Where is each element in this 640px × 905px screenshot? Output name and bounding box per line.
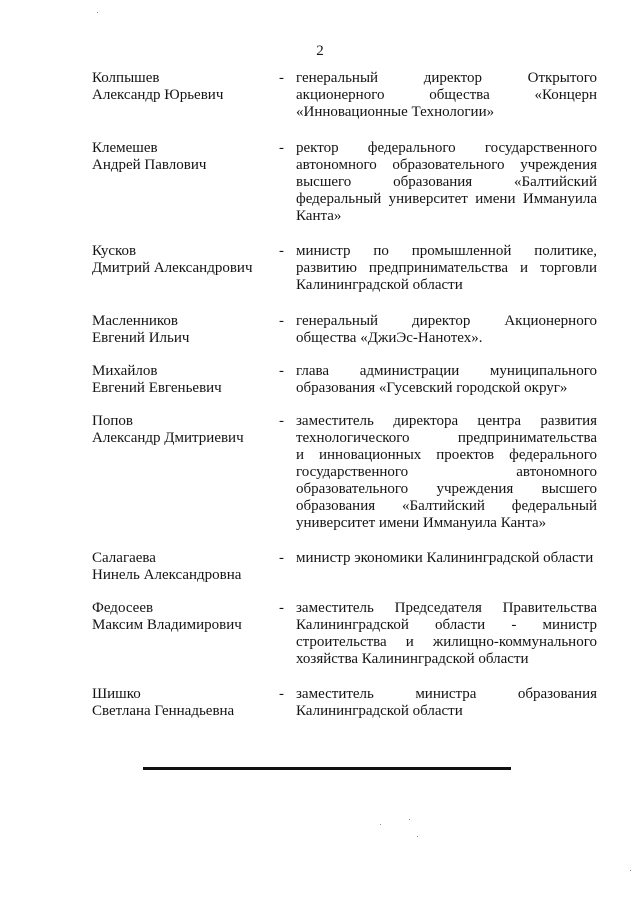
position-description — [296, 363, 597, 397]
separator-dash: - — [279, 140, 284, 156]
person-name — [92, 550, 272, 584]
position-line: Канта» — [296, 208, 342, 224]
surname: Шишко — [92, 686, 141, 702]
given-names: Евгений Евгеньевич — [92, 380, 222, 396]
scan-speck — [97, 12, 98, 13]
position-line: генеральный директор Открытого — [296, 70, 597, 86]
person-name — [92, 313, 272, 347]
position-line: Калининградской области — [296, 703, 463, 719]
scan-speck — [409, 819, 410, 820]
person-name — [92, 363, 272, 397]
position-line: образования «Гусевский городской округ» — [296, 380, 568, 396]
separator-dash: - — [279, 70, 284, 86]
position-description — [296, 686, 597, 720]
position-line: генеральный директор Акционерного — [296, 313, 597, 329]
position-line: государственного автономного — [296, 464, 597, 480]
position-line: автономного образовательного учреждения — [296, 157, 597, 173]
position-line: Калининградской области - министр — [296, 617, 597, 633]
person-name — [92, 686, 272, 720]
position-line: и инновационных проектов федерального — [296, 447, 597, 463]
given-names: Максим Владимирович — [92, 617, 242, 633]
person-name — [92, 600, 272, 634]
position-line: Калининградской области — [296, 277, 463, 293]
position-line: образовательного учреждения высшего — [296, 481, 597, 497]
position-line: университет имени Иммануила Канта» — [296, 515, 547, 531]
given-names: Светлана Геннадьевна — [92, 703, 235, 719]
given-names: Александр Юрьевич — [92, 87, 224, 103]
position-line: заместитель Председателя Правительства — [296, 600, 597, 616]
separator-dash: - — [279, 313, 284, 329]
position-line: хозяйства Калининградской области — [296, 651, 529, 667]
given-names: Евгений Ильич — [92, 330, 190, 346]
page-number: 2 — [316, 43, 324, 59]
person-name — [92, 70, 272, 104]
position-line: высшего образования «Балтийский — [296, 174, 597, 190]
scan-speck — [630, 870, 631, 871]
surname: Салагаева — [92, 550, 156, 566]
position-description — [296, 70, 597, 121]
separator-dash: - — [279, 243, 284, 259]
position-description — [296, 140, 597, 225]
position-line: строительства и жилищно-коммунального — [296, 634, 597, 650]
person-name — [92, 140, 272, 174]
surname: Попов — [92, 413, 133, 429]
position-line: технологического предпринимательства — [296, 430, 597, 446]
separator-dash: - — [279, 686, 284, 702]
position-line: глава администрации муниципального — [296, 363, 597, 379]
separator-dash: - — [279, 363, 284, 379]
position-line: министр экономики Калининградской области — [296, 550, 594, 566]
position-line: общества «ДжиЭс-Нанотех». — [296, 330, 483, 346]
surname: Кусков — [92, 243, 137, 259]
position-line: «Инновационные Технологии» — [296, 104, 495, 120]
surname: Михайлов — [92, 363, 158, 379]
position-line: министр по промышленной политике, — [296, 243, 597, 259]
given-names: Андрей Павлович — [92, 157, 207, 173]
scan-speck — [417, 836, 418, 837]
position-line: ректор федерального государственного — [296, 140, 597, 156]
surname: Масленников — [92, 313, 178, 329]
position-line: акционерного общества «Концерн — [296, 87, 597, 103]
given-names: Дмитрий Александрович — [92, 260, 253, 276]
person-name — [92, 413, 272, 447]
separator-dash: - — [279, 600, 284, 616]
position-description — [296, 243, 597, 294]
position-description — [296, 600, 597, 668]
given-names: Нинель Александровна — [92, 567, 242, 583]
closing-rule — [143, 767, 511, 770]
position-line: заместитель министра образования — [296, 686, 597, 702]
given-names: Александр Дмитриевич — [92, 430, 244, 446]
position-description — [296, 313, 597, 347]
position-description — [296, 550, 597, 567]
surname: Колпышев — [92, 70, 160, 86]
position-line: заместитель директора центра развития — [296, 413, 597, 429]
position-line: федеральный университет имени Иммануила — [296, 191, 597, 207]
scan-speck — [380, 824, 381, 825]
position-line: развитию предпринимательства и торговли — [296, 260, 597, 276]
person-name — [92, 243, 272, 277]
separator-dash: - — [279, 413, 284, 429]
separator-dash: - — [279, 550, 284, 566]
surname: Федосеев — [92, 600, 154, 616]
position-line: образования «Балтийский федеральный — [296, 498, 597, 514]
position-description — [296, 413, 597, 532]
surname: Клемешев — [92, 140, 158, 156]
